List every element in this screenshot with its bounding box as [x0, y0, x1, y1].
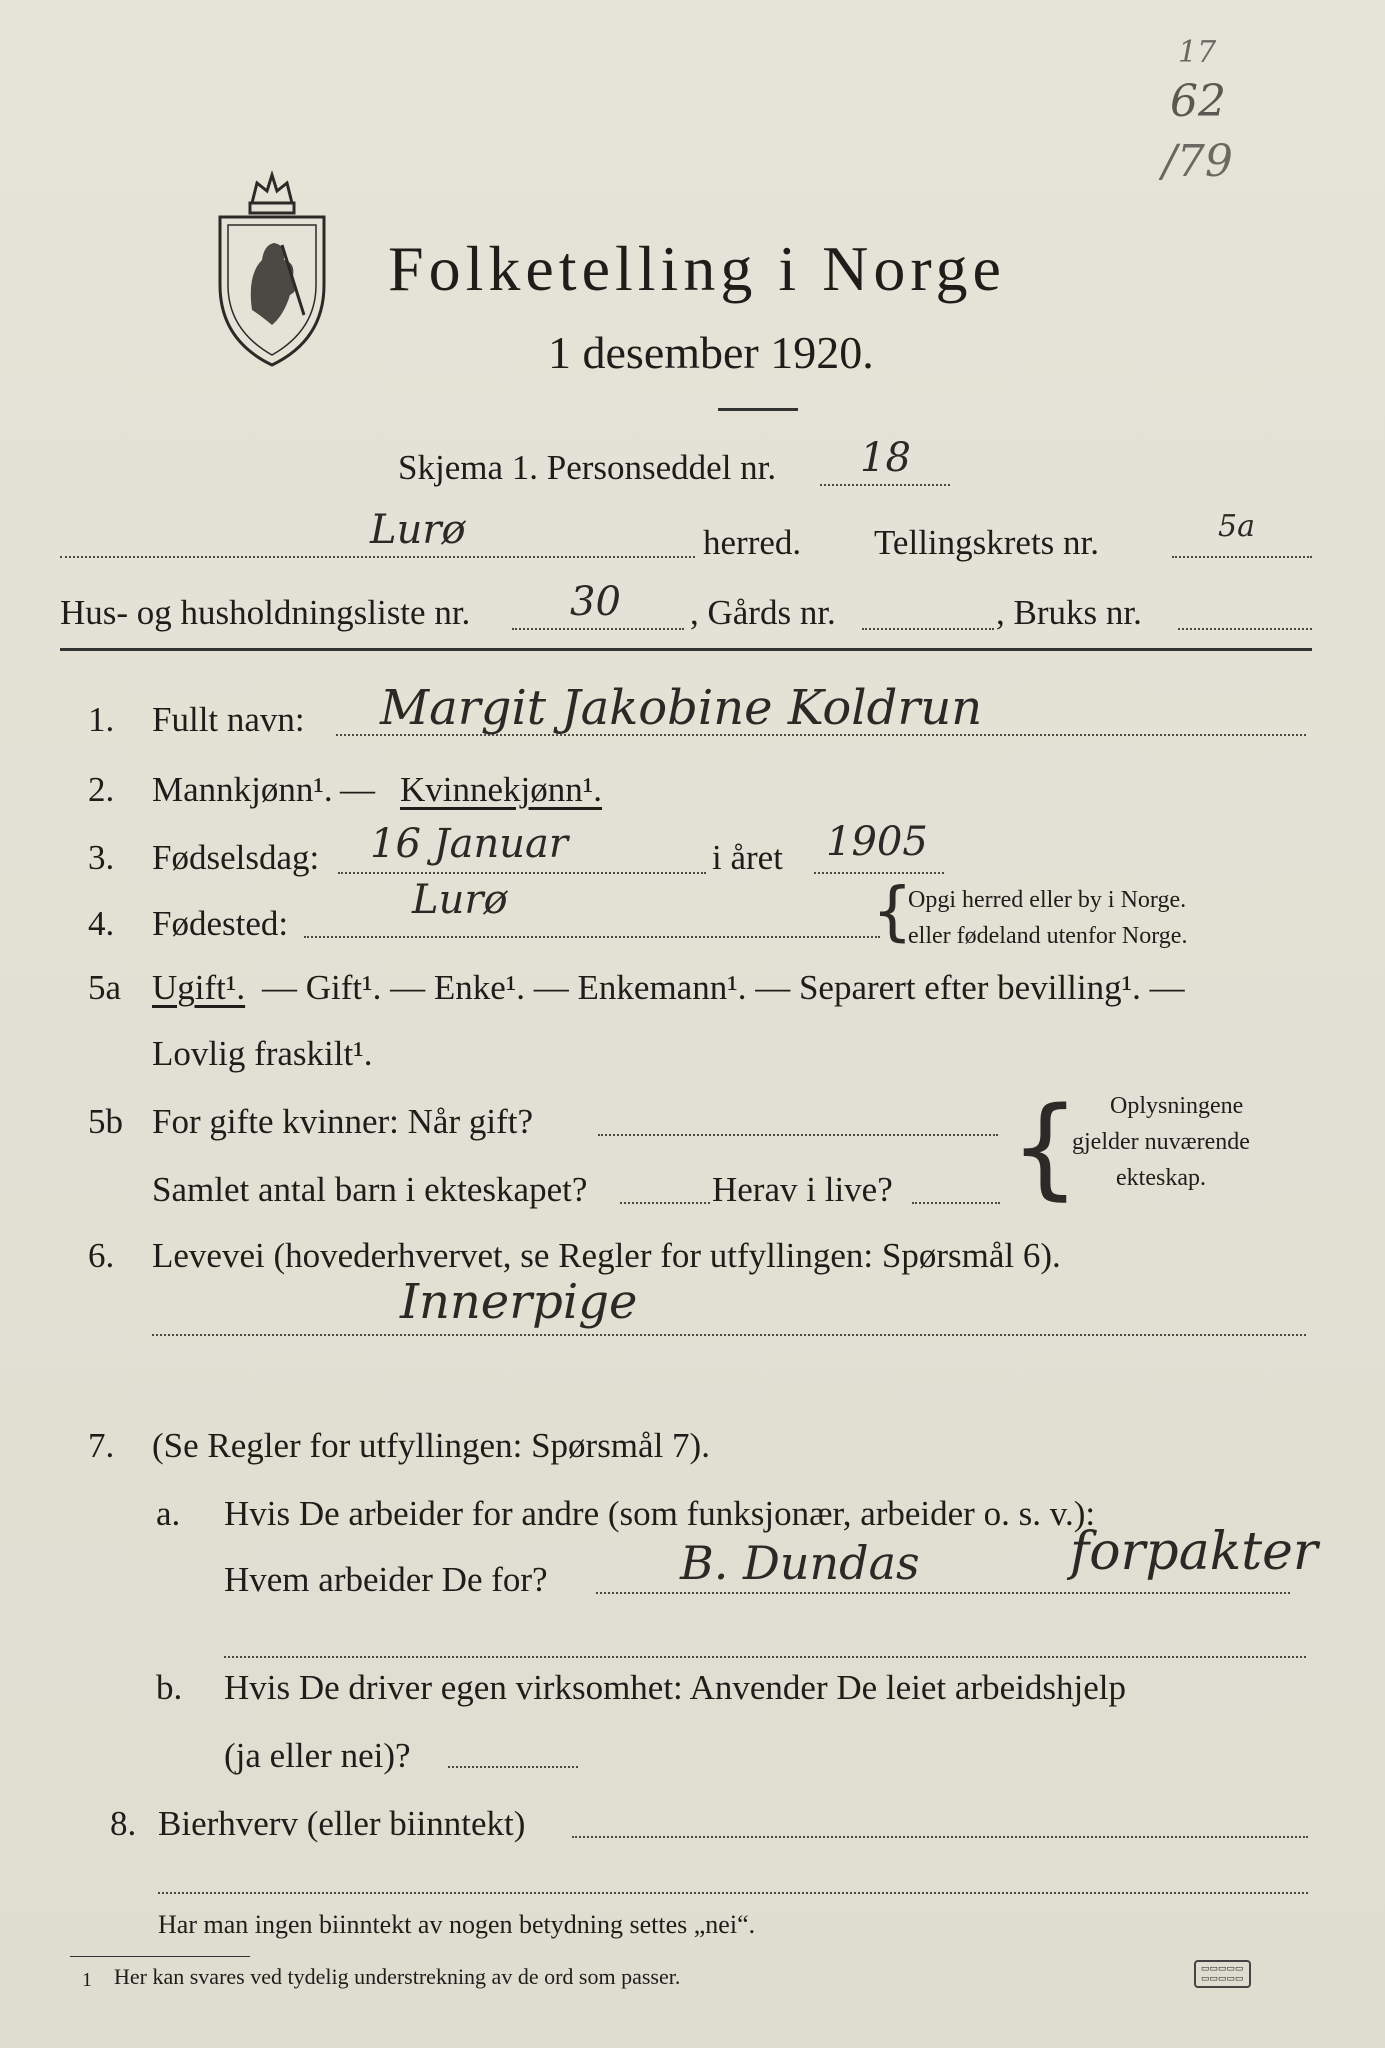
- footnote-rule: [70, 1956, 250, 1957]
- q5b-note-1: Oplysningene: [1110, 1093, 1244, 1119]
- q4-dots: [304, 936, 880, 938]
- q3-dots: [338, 872, 706, 874]
- q5b-dots3: [912, 1202, 1000, 1204]
- q1-number: 1.: [88, 700, 115, 739]
- q6-value: Innerpige: [400, 1274, 638, 1330]
- q5a-line2: Lovlig fraskilt¹.: [152, 1034, 373, 1073]
- q7b-dots: [448, 1766, 578, 1768]
- q6-number: 6.: [88, 1236, 115, 1275]
- q7-number: 7.: [88, 1426, 115, 1465]
- schema-value: 18: [860, 435, 911, 481]
- schema-label: Skjema 1. Personseddel nr.: [398, 448, 777, 487]
- household-value: 30: [570, 579, 621, 625]
- q5b-dots1: [598, 1134, 998, 1136]
- q5b-label2: Samlet antal barn i ekteskapet?: [152, 1170, 588, 1209]
- q5b-label1: For gifte kvinner: Når gift?: [152, 1102, 534, 1141]
- q5a-options: — Gift¹. — Enke¹. — Enkemann¹. — Separert efter bevilling¹. —: [262, 968, 1185, 1007]
- q3-number: 3.: [88, 838, 115, 877]
- q6-dots: [152, 1334, 1306, 1336]
- q4-label: Fødested:: [152, 904, 289, 943]
- schema-dots: [820, 484, 950, 486]
- q3-year-value: 1905: [826, 819, 928, 865]
- q5b-number: 5b: [88, 1102, 123, 1141]
- printer-stamp-icon: ▭▭▭▭▭ ▭▭▭▭▭: [1194, 1960, 1251, 1988]
- form-subtitle: 1 desember 1920.: [548, 327, 874, 378]
- q2-separator: —: [340, 770, 375, 809]
- krets-dots: [1172, 556, 1312, 558]
- q7-label: (Se Regler for utfyllingen: Spørsmål 7).: [152, 1426, 710, 1465]
- q5b-brace: {: [1010, 1083, 1080, 1211]
- footnote-number: 1: [82, 1969, 92, 1991]
- header-rule: [60, 648, 1312, 651]
- title-divider: [718, 408, 798, 411]
- q2-mann: Mannkjønn¹.: [152, 770, 333, 809]
- q4-value: Lurø: [412, 877, 508, 923]
- district-dots: [60, 556, 695, 558]
- q7a-label: Hvis De arbeider for andre (som funksjonær, arbeider o. s. v.):: [224, 1494, 1096, 1533]
- norway-coat-of-arms-icon: [212, 165, 332, 375]
- corner-note-line2: 62: [1170, 76, 1226, 127]
- q7b-question: (ja eller nei)?: [224, 1736, 411, 1775]
- q7a-value-2: forpakter: [1070, 1522, 1318, 1582]
- q8-dots-2: [158, 1892, 1308, 1894]
- q5b-label3: Herav i live?: [712, 1170, 893, 1209]
- q6-label: Levevei (hovederhvervet, se Regler for utfyllingen: Spørsmål 6).: [152, 1236, 1061, 1275]
- q7b-label: Hvis De driver egen virksomhet: Anvender De leiet arbeidshjelp: [224, 1668, 1126, 1707]
- q3-value: 16 Januar: [370, 821, 568, 867]
- q7a-value: B. Dundas: [680, 1536, 920, 1590]
- q4-brace: {: [872, 875, 913, 949]
- q4-number: 4.: [88, 904, 115, 943]
- q7a-question: Hvem arbeider De for?: [224, 1560, 548, 1599]
- q3-year-label: i året: [712, 838, 783, 877]
- q5a-ugift: Ugift¹.: [152, 968, 246, 1007]
- q1-label: Fullt navn:: [152, 700, 305, 739]
- household-label: Hus- og husholdningsliste nr.: [60, 593, 471, 632]
- corner-note-line1: 17: [1178, 35, 1217, 70]
- q5b-dots2: [620, 1202, 710, 1204]
- krets-value: 5a: [1218, 509, 1255, 544]
- bruks-dots: [1178, 628, 1312, 630]
- q4-note-1: Opgi herred eller by i Norge.: [908, 887, 1187, 913]
- q4-note-2: eller fødeland utenfor Norge.: [908, 923, 1188, 949]
- q5b-note-3: ekteskap.: [1116, 1165, 1206, 1191]
- q3-year-dots: [814, 872, 944, 874]
- footer-note: Har man ingen biinntekt av nogen betydning settes „nei“.: [158, 1910, 756, 1939]
- footnote-text: Her kan svares ved tydelig understrekning av de ord som passer.: [114, 1964, 681, 1989]
- q3-label: Fødselsdag:: [152, 838, 320, 877]
- household-dots: [512, 628, 684, 630]
- herred-label: herred.: [703, 523, 802, 562]
- q2-number: 2.: [88, 770, 115, 809]
- bruks-label: , Bruks nr.: [996, 593, 1142, 632]
- corner-note-line3: /79: [1162, 136, 1233, 187]
- q8-number: 8.: [110, 1804, 137, 1843]
- q1-value: Margit Jakobine Koldrun: [380, 680, 983, 736]
- form-title: Folketelling i Norge: [388, 233, 1006, 304]
- krets-label: Tellingskrets nr.: [874, 523, 1100, 562]
- q7b-letter: b.: [156, 1668, 183, 1707]
- q8-label: Bierhverv (eller biinntekt): [158, 1804, 526, 1843]
- q8-dots: [572, 1836, 1308, 1838]
- q5b-note-2: gjelder nuværende: [1072, 1129, 1250, 1155]
- district-value: Lurø: [370, 507, 466, 553]
- q7a-dots: [596, 1592, 1290, 1594]
- q7a-letter: a.: [156, 1494, 181, 1533]
- gards-dots: [862, 628, 994, 630]
- gards-label: , Gårds nr.: [690, 593, 836, 632]
- q2-kvinne: Kvinnekjønn¹.: [400, 770, 603, 809]
- q5a-number: 5a: [88, 968, 122, 1007]
- q7a-dots-2: [224, 1656, 1306, 1658]
